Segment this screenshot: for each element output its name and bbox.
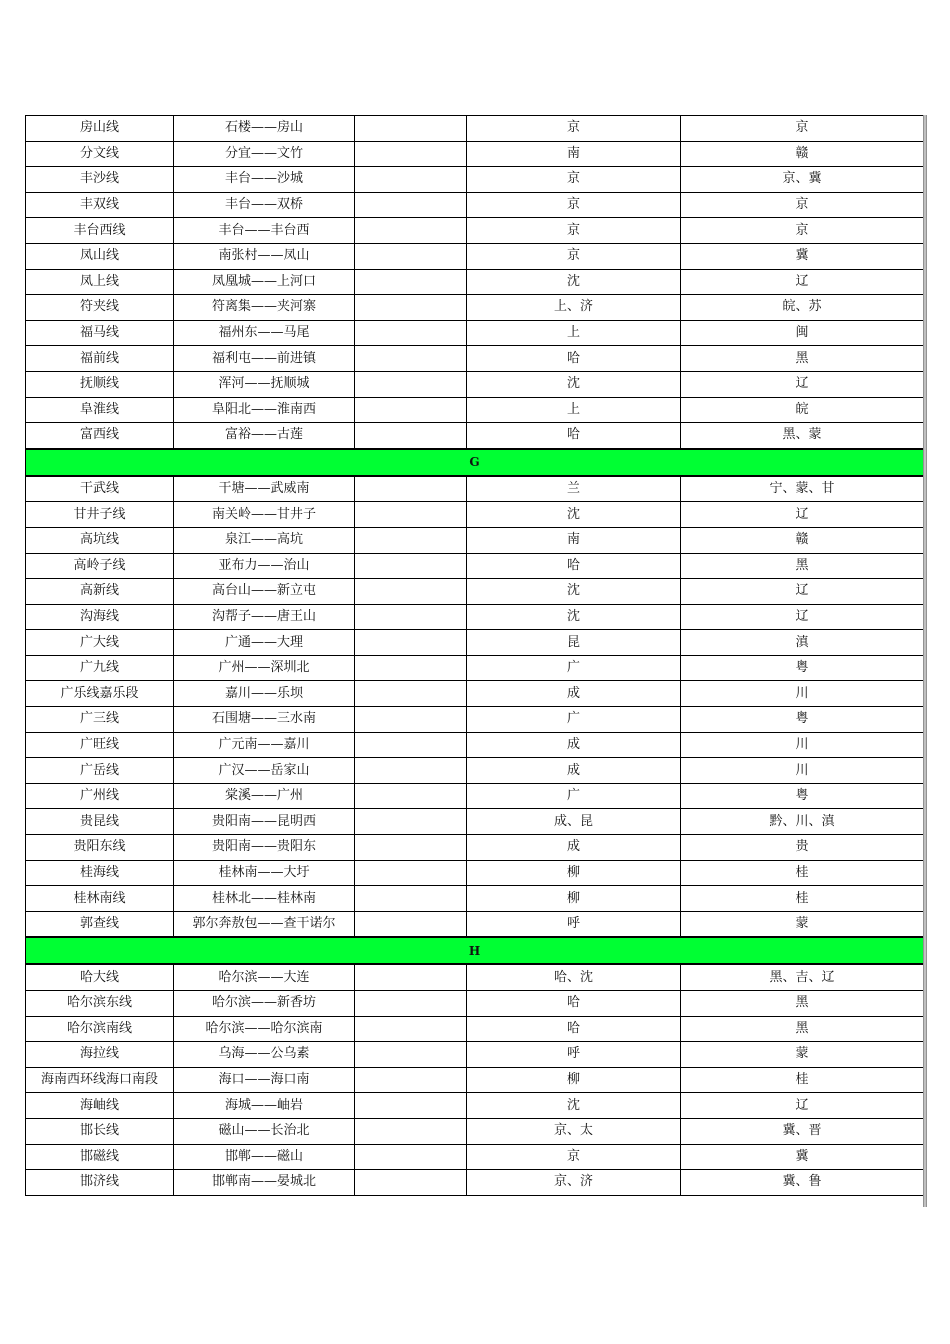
route-cell: 高台山——新立屯: [174, 579, 355, 605]
table-row: [26, 269, 924, 295]
railway-line-table: [25, 115, 924, 1196]
route-cell: 海城——岫岩: [174, 1093, 355, 1119]
line-name-cell: 甘井子线: [26, 502, 174, 528]
route-cell: 贵阳南——贵阳东: [174, 835, 355, 861]
line-name-cell: 房山线: [26, 116, 174, 142]
bureau-cell: 京: [467, 116, 681, 142]
bureau-cell: 沈: [467, 1093, 681, 1119]
bureau-cell: 成: [467, 732, 681, 758]
bureau-cell: 沈: [467, 269, 681, 295]
line-name-cell: 干武线: [26, 476, 174, 502]
bureau-cell: 上、济: [467, 295, 681, 321]
table-row: [26, 1016, 924, 1042]
bureau-cell: 沈: [467, 604, 681, 630]
table-row: [26, 964, 924, 990]
bureau-cell: 京、太: [467, 1118, 681, 1144]
bureau-cell: 京: [467, 1144, 681, 1170]
table-row: [26, 116, 924, 142]
table-row: [26, 192, 924, 218]
table-row: [26, 1093, 924, 1119]
province-cell: 京: [681, 116, 924, 142]
province-cell: 川: [681, 681, 924, 707]
table-row: [26, 553, 924, 579]
route-cell: 广汉——岳家山: [174, 758, 355, 784]
blank-cell: [355, 835, 467, 861]
table-row: [26, 141, 924, 167]
province-cell: 黑: [681, 553, 924, 579]
table-row: [26, 991, 924, 1017]
route-cell: 郭尔奔敖包——查干诺尔: [174, 911, 355, 937]
route-cell: 贵阳南——昆明西: [174, 809, 355, 835]
province-cell: 辽: [681, 502, 924, 528]
blank-cell: [355, 604, 467, 630]
route-cell: 乌海——公乌素: [174, 1042, 355, 1068]
table-row: [26, 371, 924, 397]
blank-cell: [355, 1016, 467, 1042]
blank-cell: [355, 320, 467, 346]
route-cell: 桂林南——大圩: [174, 860, 355, 886]
line-name-cell: 福前线: [26, 346, 174, 372]
route-cell: 哈尔滨——新香坊: [174, 991, 355, 1017]
line-name-cell: 贵阳东线: [26, 835, 174, 861]
blank-cell: [355, 423, 467, 449]
line-name-cell: 丰沙线: [26, 167, 174, 193]
blank-cell: [355, 758, 467, 784]
province-cell: 粤: [681, 783, 924, 809]
blank-cell: [355, 116, 467, 142]
province-cell: 赣: [681, 527, 924, 553]
blank-cell: [355, 655, 467, 681]
section-header-row: [26, 937, 924, 964]
line-name-cell: 邯济线: [26, 1170, 174, 1196]
line-name-cell: 丰台西线: [26, 218, 174, 244]
route-cell: 南张村——凤山: [174, 243, 355, 269]
bureau-cell: 哈: [467, 1016, 681, 1042]
bureau-cell: 京: [467, 218, 681, 244]
table-row: [26, 1144, 924, 1170]
table-row: [26, 707, 924, 733]
table-row: [26, 243, 924, 269]
bureau-cell: 京: [467, 243, 681, 269]
province-cell: 黑、蒙: [681, 423, 924, 449]
line-name-cell: 符夹线: [26, 295, 174, 321]
province-cell: 川: [681, 732, 924, 758]
province-cell: 冀、晋: [681, 1118, 924, 1144]
bureau-cell: 京: [467, 192, 681, 218]
blank-cell: [355, 346, 467, 372]
bureau-cell: 京: [467, 167, 681, 193]
line-name-cell: 广旺线: [26, 732, 174, 758]
province-cell: 粤: [681, 707, 924, 733]
section-header-row: [26, 449, 924, 476]
table-row: [26, 476, 924, 502]
province-cell: 辽: [681, 1093, 924, 1119]
line-name-cell: 富西线: [26, 423, 174, 449]
bureau-cell: 哈: [467, 346, 681, 372]
route-cell: 亚布力——治山: [174, 553, 355, 579]
table-body: [26, 116, 924, 1196]
province-cell: 黑、吉、辽: [681, 964, 924, 990]
route-cell: 凤凰城——上河口: [174, 269, 355, 295]
line-name-cell: 抚顺线: [26, 371, 174, 397]
province-cell: 桂: [681, 860, 924, 886]
table-row: [26, 681, 924, 707]
province-cell: 京: [681, 192, 924, 218]
province-cell: 蒙: [681, 911, 924, 937]
table-row: [26, 218, 924, 244]
line-name-cell: 广乐线嘉乐段: [26, 681, 174, 707]
bureau-cell: 沈: [467, 502, 681, 528]
blank-cell: [355, 860, 467, 886]
province-cell: 黑: [681, 1016, 924, 1042]
province-cell: 冀: [681, 243, 924, 269]
province-cell: 辽: [681, 604, 924, 630]
blank-cell: [355, 964, 467, 990]
blank-cell: [355, 991, 467, 1017]
province-cell: 辽: [681, 371, 924, 397]
province-cell: 蒙: [681, 1042, 924, 1068]
bureau-cell: 昆: [467, 630, 681, 656]
route-cell: 海口——海口南: [174, 1067, 355, 1093]
bureau-cell: 哈: [467, 553, 681, 579]
table-row: [26, 167, 924, 193]
route-cell: 福利屯——前进镇: [174, 346, 355, 372]
blank-cell: [355, 1170, 467, 1196]
bureau-cell: 呼: [467, 1042, 681, 1068]
route-cell: 广通——大理: [174, 630, 355, 656]
line-name-cell: 海岫线: [26, 1093, 174, 1119]
bureau-cell: 呼: [467, 911, 681, 937]
line-name-cell: 高新线: [26, 579, 174, 605]
line-name-cell: 分文线: [26, 141, 174, 167]
line-name-cell: 广州线: [26, 783, 174, 809]
bureau-cell: 哈、沈: [467, 964, 681, 990]
line-name-cell: 丰双线: [26, 192, 174, 218]
line-name-cell: 邯磁线: [26, 1144, 174, 1170]
route-cell: 分宜——文竹: [174, 141, 355, 167]
province-cell: 宁、蒙、甘: [681, 476, 924, 502]
province-cell: 桂: [681, 1067, 924, 1093]
table-row: [26, 1067, 924, 1093]
blank-cell: [355, 579, 467, 605]
blank-cell: [355, 502, 467, 528]
line-name-cell: 哈尔滨南线: [26, 1016, 174, 1042]
line-name-cell: 高坑线: [26, 527, 174, 553]
bureau-cell: 柳: [467, 860, 681, 886]
line-name-cell: 凤山线: [26, 243, 174, 269]
blank-cell: [355, 911, 467, 937]
province-cell: 赣: [681, 141, 924, 167]
table-row: [26, 1170, 924, 1196]
section-letter: G: [26, 449, 924, 476]
blank-cell: [355, 1042, 467, 1068]
table-row: [26, 527, 924, 553]
blank-cell: [355, 783, 467, 809]
route-cell: 石楼——房山: [174, 116, 355, 142]
bureau-cell: 成: [467, 681, 681, 707]
blank-cell: [355, 527, 467, 553]
blank-cell: [355, 553, 467, 579]
province-cell: 桂: [681, 886, 924, 912]
bureau-cell: 广: [467, 783, 681, 809]
railway-line-table-page: [25, 115, 927, 1196]
line-name-cell: 高岭子线: [26, 553, 174, 579]
bureau-cell: 哈: [467, 991, 681, 1017]
line-name-cell: 福马线: [26, 320, 174, 346]
table-row: [26, 886, 924, 912]
province-cell: 冀、鲁: [681, 1170, 924, 1196]
blank-cell: [355, 141, 467, 167]
table-row: [26, 604, 924, 630]
right-border-bar: [923, 115, 927, 1207]
bureau-cell: 兰: [467, 476, 681, 502]
province-cell: 皖: [681, 397, 924, 423]
blank-cell: [355, 707, 467, 733]
bureau-cell: 上: [467, 397, 681, 423]
line-name-cell: 广三线: [26, 707, 174, 733]
bureau-cell: 成、昆: [467, 809, 681, 835]
table-row: [26, 630, 924, 656]
route-cell: 丰台——沙城: [174, 167, 355, 193]
bureau-cell: 上: [467, 320, 681, 346]
line-name-cell: 凤上线: [26, 269, 174, 295]
blank-cell: [355, 1093, 467, 1119]
blank-cell: [355, 809, 467, 835]
province-cell: 闽: [681, 320, 924, 346]
section-letter: H: [26, 937, 924, 964]
blank-cell: [355, 886, 467, 912]
table-row: [26, 397, 924, 423]
province-cell: 黑: [681, 991, 924, 1017]
province-cell: 京: [681, 218, 924, 244]
province-cell: 黑: [681, 346, 924, 372]
table-row: [26, 320, 924, 346]
line-name-cell: 哈尔滨东线: [26, 991, 174, 1017]
line-name-cell: 桂海线: [26, 860, 174, 886]
route-cell: 浑河——抚顺城: [174, 371, 355, 397]
table-row: [26, 732, 924, 758]
route-cell: 桂林北——桂林南: [174, 886, 355, 912]
route-cell: 符离集——夹河寨: [174, 295, 355, 321]
route-cell: 广元南——嘉川: [174, 732, 355, 758]
route-cell: 富裕——古莲: [174, 423, 355, 449]
blank-cell: [355, 243, 467, 269]
table-row: [26, 809, 924, 835]
bureau-cell: 广: [467, 707, 681, 733]
table-row: [26, 911, 924, 937]
route-cell: 广州——深圳北: [174, 655, 355, 681]
blank-cell: [355, 295, 467, 321]
blank-cell: [355, 397, 467, 423]
line-name-cell: 桂林南线: [26, 886, 174, 912]
line-name-cell: 广大线: [26, 630, 174, 656]
route-cell: 邯郸——磁山: [174, 1144, 355, 1170]
table-row: [26, 655, 924, 681]
line-name-cell: 贵昆线: [26, 809, 174, 835]
route-cell: 哈尔滨——哈尔滨南: [174, 1016, 355, 1042]
bureau-cell: 广: [467, 655, 681, 681]
bureau-cell: 柳: [467, 886, 681, 912]
province-cell: 冀: [681, 1144, 924, 1170]
blank-cell: [355, 167, 467, 193]
route-cell: 南关岭——甘井子: [174, 502, 355, 528]
route-cell: 阜阳北——淮南西: [174, 397, 355, 423]
route-cell: 哈尔滨——大连: [174, 964, 355, 990]
bureau-cell: 南: [467, 527, 681, 553]
blank-cell: [355, 732, 467, 758]
province-cell: 贵: [681, 835, 924, 861]
blank-cell: [355, 630, 467, 656]
blank-cell: [355, 269, 467, 295]
route-cell: 丰台——双桥: [174, 192, 355, 218]
table-row: [26, 579, 924, 605]
blank-cell: [355, 371, 467, 397]
line-name-cell: 阜淮线: [26, 397, 174, 423]
province-cell: 辽: [681, 579, 924, 605]
province-cell: 滇: [681, 630, 924, 656]
province-cell: 黔、川、滇: [681, 809, 924, 835]
line-name-cell: 广岳线: [26, 758, 174, 784]
route-cell: 棠溪——广州: [174, 783, 355, 809]
blank-cell: [355, 218, 467, 244]
line-name-cell: 邯长线: [26, 1118, 174, 1144]
line-name-cell: 广九线: [26, 655, 174, 681]
route-cell: 石围塘——三水南: [174, 707, 355, 733]
table-row: [26, 423, 924, 449]
line-name-cell: 哈大线: [26, 964, 174, 990]
table-row: [26, 783, 924, 809]
blank-cell: [355, 476, 467, 502]
line-name-cell: 海南西环线海口南段: [26, 1067, 174, 1093]
bureau-cell: 京、济: [467, 1170, 681, 1196]
route-cell: 丰台——丰台西: [174, 218, 355, 244]
route-cell: 邯郸南——晏城北: [174, 1170, 355, 1196]
table-row: [26, 835, 924, 861]
blank-cell: [355, 1118, 467, 1144]
route-cell: 磁山——长治北: [174, 1118, 355, 1144]
bureau-cell: 哈: [467, 423, 681, 449]
bureau-cell: 南: [467, 141, 681, 167]
route-cell: 干塘——武威南: [174, 476, 355, 502]
table-row: [26, 860, 924, 886]
bureau-cell: 成: [467, 758, 681, 784]
table-row: [26, 1118, 924, 1144]
bureau-cell: 沈: [467, 579, 681, 605]
table-row: [26, 295, 924, 321]
line-name-cell: 沟海线: [26, 604, 174, 630]
bureau-cell: 成: [467, 835, 681, 861]
route-cell: 嘉川——乐坝: [174, 681, 355, 707]
blank-cell: [355, 681, 467, 707]
province-cell: 辽: [681, 269, 924, 295]
blank-cell: [355, 1144, 467, 1170]
province-cell: 粤: [681, 655, 924, 681]
route-cell: 泉江——高坑: [174, 527, 355, 553]
province-cell: 京、冀: [681, 167, 924, 193]
line-name-cell: 郭查线: [26, 911, 174, 937]
table-row: [26, 502, 924, 528]
table-row: [26, 758, 924, 784]
blank-cell: [355, 1067, 467, 1093]
blank-cell: [355, 192, 467, 218]
province-cell: 川: [681, 758, 924, 784]
table-row: [26, 346, 924, 372]
bureau-cell: 柳: [467, 1067, 681, 1093]
route-cell: 福州东——马尾: [174, 320, 355, 346]
province-cell: 皖、苏: [681, 295, 924, 321]
line-name-cell: 海拉线: [26, 1042, 174, 1068]
route-cell: 沟帮子——唐王山: [174, 604, 355, 630]
bureau-cell: 沈: [467, 371, 681, 397]
table-row: [26, 1042, 924, 1068]
